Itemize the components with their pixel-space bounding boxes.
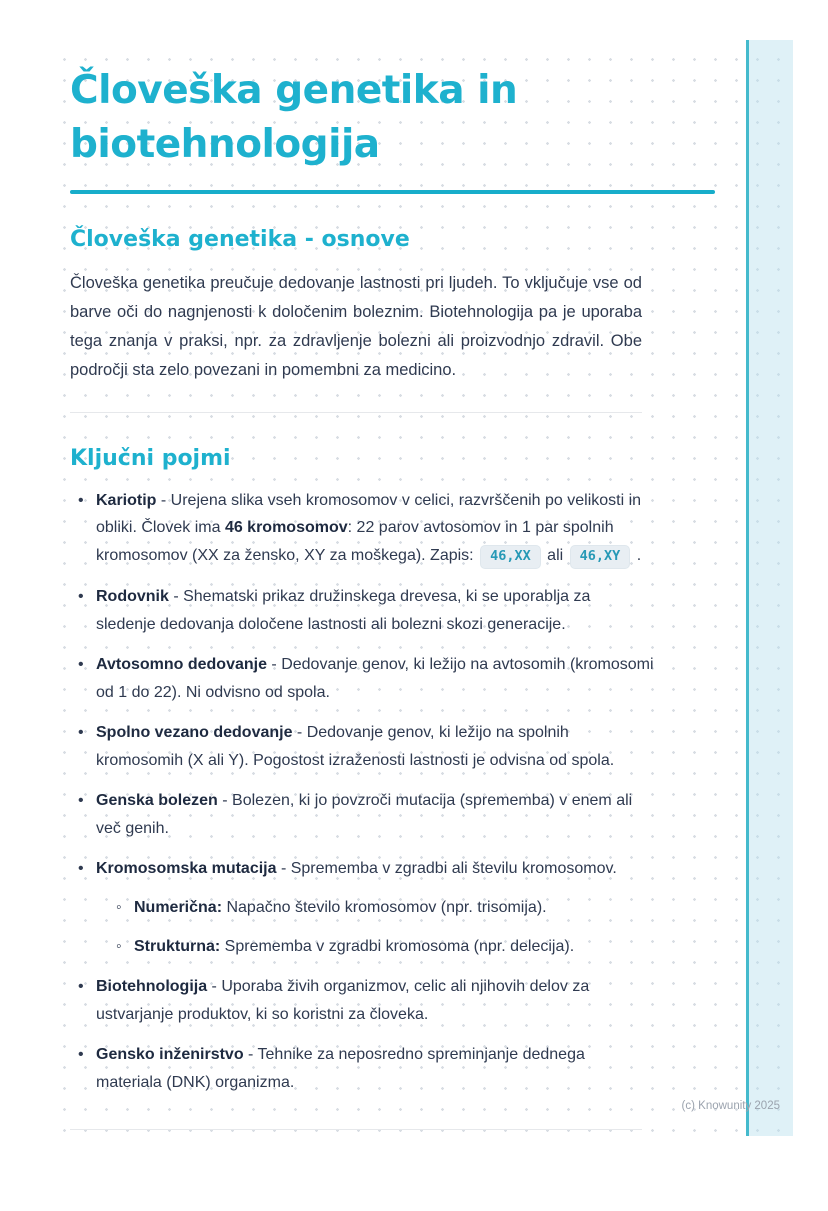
term-text: ali <box>542 546 568 564</box>
list-item <box>70 487 654 571</box>
page-title: Človeška genetika in biotehnologija <box>70 68 518 167</box>
bottom-divider <box>70 1129 642 1130</box>
list-item <box>70 1041 654 1096</box>
page-content <box>45 40 745 1096</box>
sub-list-item <box>110 933 654 961</box>
term-bold-label: Gensko inženirstvo <box>96 1046 244 1064</box>
term-code-badge: 46,XY <box>570 545 631 570</box>
term-text: . <box>632 546 642 564</box>
sub-list-item <box>110 894 654 922</box>
term-text: - Sprememba v zgradbi ali številu kromosomov. <box>276 860 617 878</box>
list-item <box>70 855 654 960</box>
section-heading-osnove: Človeška genetika - osnove <box>70 226 410 252</box>
term-bold-label: Avtosomno dedovanje <box>96 656 267 674</box>
list-item <box>70 583 654 638</box>
list-item <box>70 787 654 842</box>
term-bold-label: Spolno vezano dedovanje <box>96 724 293 742</box>
term-text: Napačno število kromosomov (npr. trisomija). <box>222 898 547 916</box>
list-item <box>70 973 654 1028</box>
term-text: - Dedovanje genov, ki ležijo na spolnih kromosomih (X ali Y). Pogostost izraženosti lastnosti je odvisna od spola. <box>96 724 615 769</box>
term-bold-label: Genska bolezen <box>96 792 218 810</box>
footer-copyright: (c) Knowunity 2025 <box>681 1100 780 1112</box>
term-bold-label: Numerična: <box>134 898 223 916</box>
title-rule <box>70 190 715 194</box>
sub-list <box>96 894 654 960</box>
term-text: - Tehnike za neposredno spreminjanje dednega materiala (DNK) organizma. <box>96 1046 585 1091</box>
term-text: - Uporaba živih organizmov, celic ali njihovih delov za ustvarjanje produktov, ki so koristni za človeka. <box>96 978 590 1023</box>
section-divider <box>70 412 642 413</box>
list-item <box>70 719 654 774</box>
term-code-badge: 46,XX <box>480 545 541 570</box>
term-bold-label: Kariotip <box>96 491 157 509</box>
term-text: Sprememba v zgradbi kromosoma (npr. delecija). <box>220 937 575 955</box>
term-text: - Urejena slika vseh kromosomov v celici, razvrščenih po velikosti in obliki. Človek ima <box>96 491 642 537</box>
section-heading-kljucni-pojmi: Ključni pojmi <box>70 445 231 471</box>
term-bold-label: Rodovnik <box>96 588 169 606</box>
term-bold-label: Biotehnologija <box>96 978 208 996</box>
term-text: : 22 parov avtosomov in 1 par spolnih kromosomov (XX za žensko, XY za moškega). Zapis: <box>96 519 614 564</box>
term-bold-label: Kromosomska mutacija <box>96 860 277 878</box>
document-page <box>45 40 793 1136</box>
intro-paragraph: Človeška genetika preučuje dedovanje lastnosti pri ljudeh. To vključuje vse od barve oči do nagnjenosti k določenim boleznim. Biotehnologija pa je uporaba tega znanja v praksi, npr. za zdravljenje bolezni ali proizvodnjo zdravil. Obe področji sta zelo povezani in pomembni za medicino. <box>70 273 642 379</box>
list-item <box>70 651 654 706</box>
term-text: - Shematski prikaz družinskega drevesa, ki se uporablja za sledenje dedovanja določene lastnosti ali bolezni skozi generacije. <box>96 588 591 633</box>
key-terms-list <box>70 487 654 1096</box>
page-side-strip <box>746 40 793 1136</box>
term-text: - Dedovanje genov, ki ležijo na avtosomih (kromosomi od 1 do 22). Ni odvisno od spola. <box>96 656 654 701</box>
term-text: - Bolezen, ki jo povzroči mutacija (sprememba) v enem ali več genih. <box>96 792 633 837</box>
term-bold-label: Strukturna: <box>134 937 221 955</box>
term-bold-label: 46 kromosomov <box>224 519 348 537</box>
